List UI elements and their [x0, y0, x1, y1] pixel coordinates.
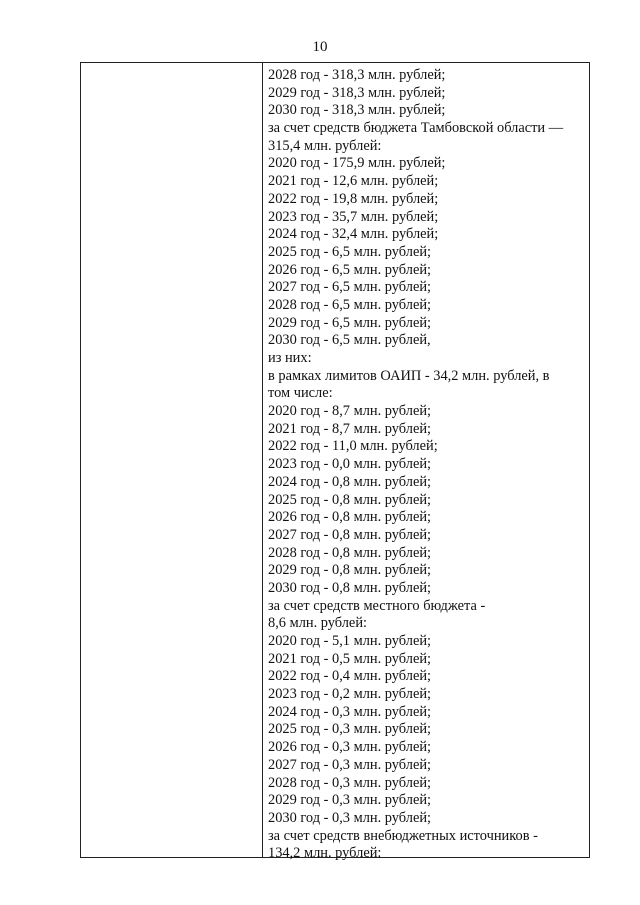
text-line: 2026 год - 0,3 млн. рублей; [268, 739, 432, 756]
text-line: за счет средств местного бюджета - [268, 597, 486, 614]
text-line: 2025 год - 0,8 млн. рублей; [268, 491, 432, 508]
text-line: 2030 год - 318,3 млн. рублей; [268, 102, 446, 119]
text-line: 2030 год - 0,3 млн. рублей; [268, 809, 432, 826]
text-line: 2022 год - 0,4 млн. рублей; [268, 668, 432, 685]
text-line: 2022 год - 11,0 млн. рублей; [268, 438, 438, 455]
text-line: 2028 год - 6,5 млн. рублей; [268, 296, 432, 313]
text-line: 2021 год - 12,6 млн. рублей; [268, 173, 439, 190]
text-line: 2026 год - 6,5 млн. рублей; [268, 261, 432, 278]
text-line: 2023 год - 35,7 млн. рублей; [268, 208, 439, 225]
text-line: 2024 год - 32,4 млн. рублей; [268, 226, 439, 243]
financing-table [80, 62, 590, 862]
table-right-column [263, 63, 589, 862]
text-line: за счет средств внебюджетных источников - [268, 827, 538, 844]
text-line: 2029 год - 0,3 млн. рублей; [268, 792, 432, 809]
text-line: из них: [268, 350, 312, 366]
text-line: 2021 год - 8,7 млн. рублей; [268, 420, 432, 437]
text-line: 315,4 млн. рублей: [268, 137, 382, 154]
text-line: 2024 год - 0,3 млн. рублей; [268, 703, 432, 720]
text-line: 2028 год - 0,3 млн. рублей; [268, 774, 432, 791]
text-line: 2027 год - 6,5 млн. рублей; [268, 279, 432, 296]
text-line: 2027 год - 0,8 млн. рублей; [268, 526, 432, 543]
text-line: 2020 год - 8,7 млн. рублей; [268, 403, 432, 420]
text-line: за счет средств бюджета Тамбовской области — [268, 120, 564, 137]
text-line: 8,6 млн. рублей: [268, 615, 368, 632]
text-line: 2029 год - 6,5 млн. рублей; [268, 314, 432, 331]
text-line: 134,2 млн. рублей: [268, 845, 382, 862]
text-line: 2030 год - 6,5 млн. рублей, [268, 332, 431, 349]
text-line: 2021 год - 0,5 млн. рублей; [268, 650, 432, 667]
text-line: 2025 год - 0,3 млн. рублей; [268, 721, 432, 738]
text-line: 2020 год - 5,1 млн. рублей; [268, 633, 432, 649]
text-line: 2028 год - 0,8 млн. рублей; [268, 544, 432, 561]
table-left-column [81, 63, 263, 857]
text-line: 2029 год - 318,3 млн. рублей; [268, 84, 446, 101]
text-line: 2028 год - 318,3 млн. рублей; [268, 67, 446, 83]
text-line: 2025 год - 6,5 млн. рублей; [268, 243, 432, 260]
text-line: 2022 год - 19,8 млн. рублей; [268, 190, 439, 207]
text-line: 2030 год - 0,8 млн. рублей; [268, 579, 432, 596]
text-line: том числе: [268, 385, 333, 402]
text-line: 2023 год - 0,0 млн. рублей; [268, 456, 432, 473]
text-line: 2026 год - 0,8 млн. рублей; [268, 509, 432, 526]
text-line: 2024 год - 0,8 млн. рублей; [268, 473, 432, 490]
text-line: 2027 год - 0,3 млн. рублей; [268, 756, 432, 773]
text-line: в рамках лимитов ОАИП - 34,2 млн. рублей, в [268, 367, 550, 384]
text-line: 2020 год - 175,9 млн. рублей; [268, 155, 446, 172]
text-line: 2029 год - 0,8 млн. рублей; [268, 562, 432, 579]
page-number: 10 [312, 39, 328, 55]
text-line: 2023 год - 0,2 млн. рублей; [268, 686, 432, 703]
